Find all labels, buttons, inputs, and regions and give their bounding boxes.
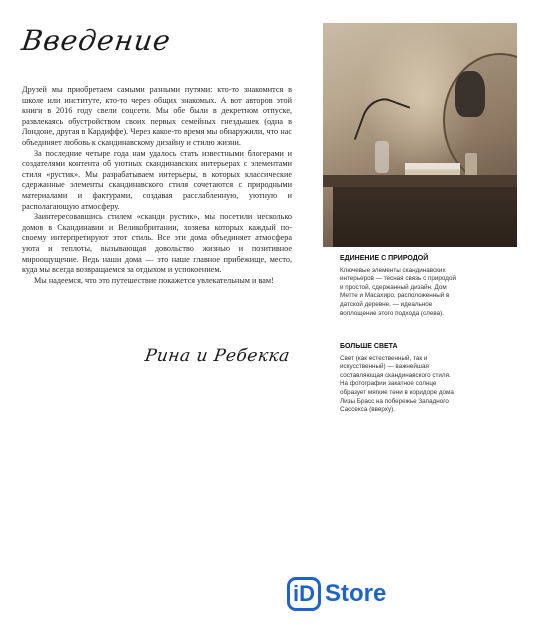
signature: Рина и Ребекка (143, 346, 292, 366)
interior-photo (323, 23, 517, 247)
caption-light-text: Свет (как естественный, так и искусственный) — важнейшая составляющая скандинавского стиля. На фотографии закатное солнце образует мягкие тени в коридоре дома Лизы Брасс на побережье Западного Сассекса (вверху). (340, 354, 454, 414)
paragraph-2: За последние четыре года нам удалось стать известными блогерами и создателями контента об уютных скандинавских интерьерах с элементами стиля «рустик». Мы разрабатываем интерьеры, в которых классические сдержанные элементы скандинавского стиля сочетаются с природными материалами и фактурами, создавая расслабленную, уютную и располагающую атмосферу. (22, 148, 292, 211)
caption-nature (340, 255, 460, 318)
caption-nature-text: Ключевые элементы скандинавских интерьеров — тесная связь с природой и простой, сдержанный дизайн. Дом Метте и Масахиро, расположенный в датской деревне, — идеальное воплощение этого подхода (слева). (340, 266, 456, 317)
photo-hat (455, 71, 485, 117)
paragraph-1: Друзей мы приобретаем самыми разными путями: кто-то знакомится в школе или институте, кто-то через общих знакомых. А вот авторов этой книги в 2016 году свели соцсети. Мы обе были в декретном отпуске, развлекаясь обустройством своих первых семейных гнездышек (одна в Лондоне, другая в Кардиффе). Через какое-то время мы обнаружили, что нас объединяет любовь к скандинавскому дизайну и стилю жизни. (22, 85, 292, 147)
caption-light (340, 343, 460, 415)
caption-light-heading: БОЛЬШЕ СВЕТА (340, 343, 398, 350)
idstore-watermark (287, 577, 386, 611)
body-text (22, 85, 292, 286)
paragraph-4: Мы надеемся, что это путешествие покажется увлекательным и вам! (34, 275, 274, 285)
page-title: Введение (19, 24, 174, 57)
photo-bottle (465, 153, 477, 177)
photo-table-body (333, 187, 517, 247)
paragraph-3: Заинтересовавшись стилем «сканди рустик», мы посетили несколько домов в Скандинавии и Великобритании, хозяева которых каждый по-своему интерпретируют этот стиль. Все эти дома объединяет атмосфера уюта и теплоты, вызывающая довольство жизнью и позитивное мироощущение. Ведь наши дома — это наше главное прибежище, место, куда мы всегда возвращаемся за отдыхом и успокоением. (22, 212, 292, 275)
idstore-logo-icon: iD (287, 577, 321, 611)
photo-table-top (323, 175, 517, 187)
caption-nature-heading: ЕДИНЕНИЕ С ПРИРОДОЙ (340, 255, 429, 262)
idstore-logo-text: Store (325, 580, 387, 607)
photo-vase (375, 141, 389, 173)
